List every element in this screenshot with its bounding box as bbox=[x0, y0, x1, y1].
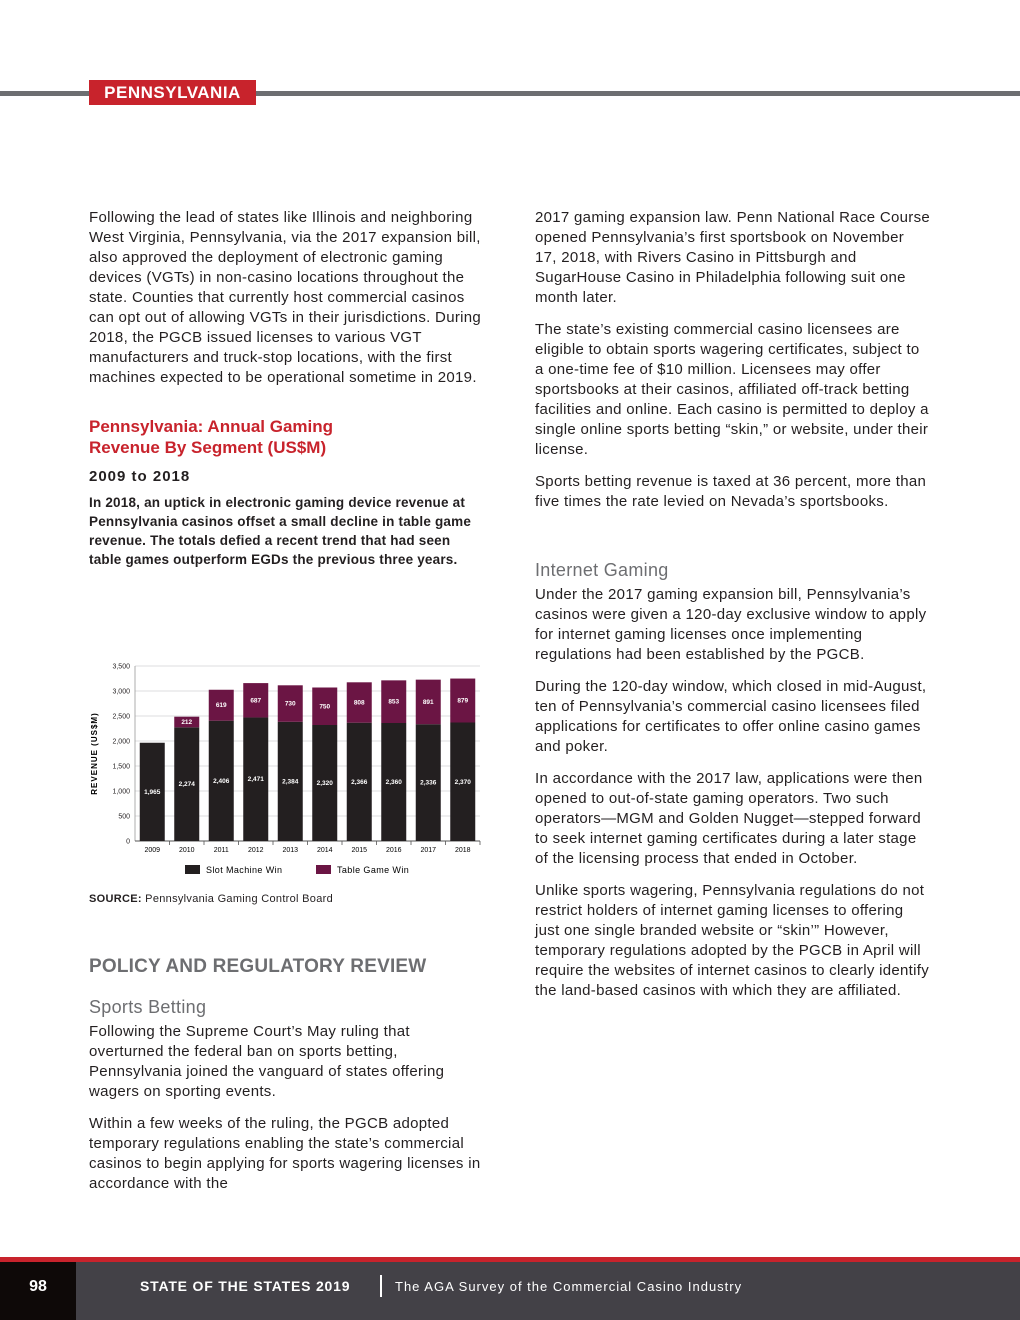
paragraph: Sports betting revenue is taxed at 36 percent, more than five times the rate levied on Nevada’s sportsbooks. bbox=[535, 473, 927, 510]
data-label: 730 bbox=[284, 700, 296, 708]
y-tick-label: 0 bbox=[126, 838, 130, 846]
left-column bbox=[89, 208, 484, 569]
x-tick-label: 2009 bbox=[144, 847, 161, 854]
paragraph: Under the 2017 gaming expansion bill, Pennsylvania’s casinos were given a 120-day exclusive window to apply for internet gaming licenses once implementing regulations had been established by the PGCB. bbox=[535, 586, 927, 663]
legend-label: Slot Machine Win bbox=[206, 865, 283, 875]
paragraph: Unlike sports wagering, Pennsylvania regulations do not restrict holders of internet gaming licenses to offering just one single branded website or “skin’” However, temporary regulations adopted by the PGCB in April will require the websites of internet casinos to clearly identify the land-based casinos with which they are affiliated. bbox=[535, 882, 930, 999]
data-label: 808 bbox=[353, 699, 365, 707]
x-tick-label: 2018 bbox=[454, 847, 471, 854]
data-label: 212 bbox=[181, 719, 193, 726]
x-tick-label: 2013 bbox=[282, 847, 299, 854]
data-label: 2,320 bbox=[316, 780, 333, 787]
data-label: 891 bbox=[422, 698, 434, 706]
data-label: 2,274 bbox=[178, 781, 195, 789]
paragraph: During the 120-day window, which closed in mid-August, ten of Pennsylvania’s commercial casino licensees filed applications for certificates to offer online casino games and poker. bbox=[535, 678, 927, 755]
data-label: 2,360 bbox=[385, 779, 402, 786]
data-label: 2,406 bbox=[213, 777, 230, 785]
footer-subtitle: The AGA Survey of the Commercial Casino Industry bbox=[395, 1279, 743, 1294]
data-label: 2,336 bbox=[420, 779, 437, 787]
page-number: 98 bbox=[0, 1262, 76, 1320]
y-axis-label: REVENUE (US$M) bbox=[90, 712, 99, 795]
data-label: 2,366 bbox=[351, 778, 368, 786]
y-tick-label: 2,000 bbox=[112, 738, 130, 746]
y-tick-label: 500 bbox=[118, 813, 130, 821]
x-tick-label: 2014 bbox=[316, 847, 333, 854]
data-label: 2,471 bbox=[247, 776, 264, 784]
paragraph: 2017 gaming expansion law. Penn National Race Course opened Pennsylvania’s first sportsbook on November 17, 2018, with Rivers Casino in Pittsburgh and SugarHouse Casino in Philadelphia following suit one month later. bbox=[535, 209, 931, 306]
y-tick-label: 1,500 bbox=[112, 763, 130, 771]
policy-section bbox=[89, 956, 484, 1206]
data-label: 619 bbox=[215, 702, 227, 710]
chart-source bbox=[89, 893, 333, 905]
revenue-chart bbox=[85, 655, 485, 885]
footer-divider bbox=[380, 1275, 382, 1297]
x-tick-label: 2016 bbox=[385, 847, 402, 854]
source-label: SOURCE: bbox=[89, 893, 142, 905]
x-tick-label: 2015 bbox=[351, 847, 368, 854]
chart-caption: In 2018, an uptick in electronic gaming device revenue at Pennsylvania casinos offset a small decline in table game revenue. The totals defied a recent trend that had seen table games outperform EGDs the previous three years. bbox=[89, 495, 472, 567]
data-label: 853 bbox=[388, 698, 400, 706]
chart-title: Pennsylvania: Annual Gaming Revenue By Segment (US$M) bbox=[89, 417, 334, 457]
paragraph: In accordance with the 2017 law, applications were then opened to out-of-state gaming operators. Two such operators—MGM and Golden Nugget—stepped forward to seek internet gaming certificates during a later stage of the licensing process that ended in October. bbox=[535, 770, 923, 867]
section-heading: POLICY AND REGULATORY REVIEW bbox=[89, 956, 427, 977]
state-tag: PENNSYLVANIA bbox=[89, 80, 256, 105]
chart-subtitle: 2009 to 2018 bbox=[89, 468, 191, 485]
paragraph: Following the Supreme Court’s May ruling that overturned the federal ban on sports betting, Pennsylvania joined the vanguard of states offering wagers on sporting events. bbox=[89, 1023, 445, 1100]
paragraph: The state’s existing commercial casino licensees are eligible to obtain sports wagering certificates, subject to a one-time fee of $10 million. Licensees may offer sportsbooks at their casinos, affiliated off-track betting facilities and online. Each casino is permitted to deploy a single online sports betting “skin,” or website, under their license. bbox=[535, 321, 929, 458]
legend-label: Table Game Win bbox=[337, 865, 410, 875]
sports-betting-heading: Sports Betting bbox=[89, 997, 207, 1017]
legend-swatch bbox=[185, 865, 200, 874]
x-tick-label: 2012 bbox=[247, 847, 264, 854]
source-text: Pennsylvania Gaming Control Board bbox=[141, 893, 334, 905]
paragraph: Within a few weeks of the ruling, the PGCB adopted temporary regulations enabling the state’s commercial casinos to begin applying for sports wagering licenses in accordance with the bbox=[89, 1115, 481, 1192]
data-label: 2,370 bbox=[454, 778, 471, 786]
data-label: 2,384 bbox=[282, 778, 299, 786]
y-tick-label: 2,500 bbox=[112, 713, 130, 721]
data-label: 879 bbox=[457, 697, 469, 705]
y-tick-label: 3,500 bbox=[112, 663, 130, 671]
y-tick-label: 3,000 bbox=[112, 688, 130, 696]
legend-swatch bbox=[316, 865, 331, 874]
right-column bbox=[535, 208, 930, 1013]
data-label: 687 bbox=[250, 697, 262, 705]
data-label: 1,965 bbox=[144, 788, 161, 796]
y-tick-label: 1,000 bbox=[112, 788, 130, 796]
internet-gaming-heading: Internet Gaming bbox=[535, 560, 669, 580]
footer-title: STATE OF THE STATES 2019 bbox=[140, 1278, 351, 1294]
intro-paragraph: Following the lead of states like Illinois and neighboring West Virginia, Pennsylvania, via the 2017 expansion bill, also approved the deployment of electronic gaming devices (VGTs) in non-casino locations throughout the state. Counties that currently host commercial casinos can opt out of allowing VGTs in their jurisdictions. During 2018, the PGCB issued licenses to various VGT manufacturers and truck-stop locations, with the first machines expected to be operational sometime in 2019. bbox=[89, 209, 482, 386]
data-label: 750 bbox=[319, 703, 331, 711]
x-tick-label: 2010 bbox=[178, 847, 195, 854]
x-tick-label: 2017 bbox=[420, 847, 437, 854]
x-tick-label: 2011 bbox=[213, 847, 229, 854]
